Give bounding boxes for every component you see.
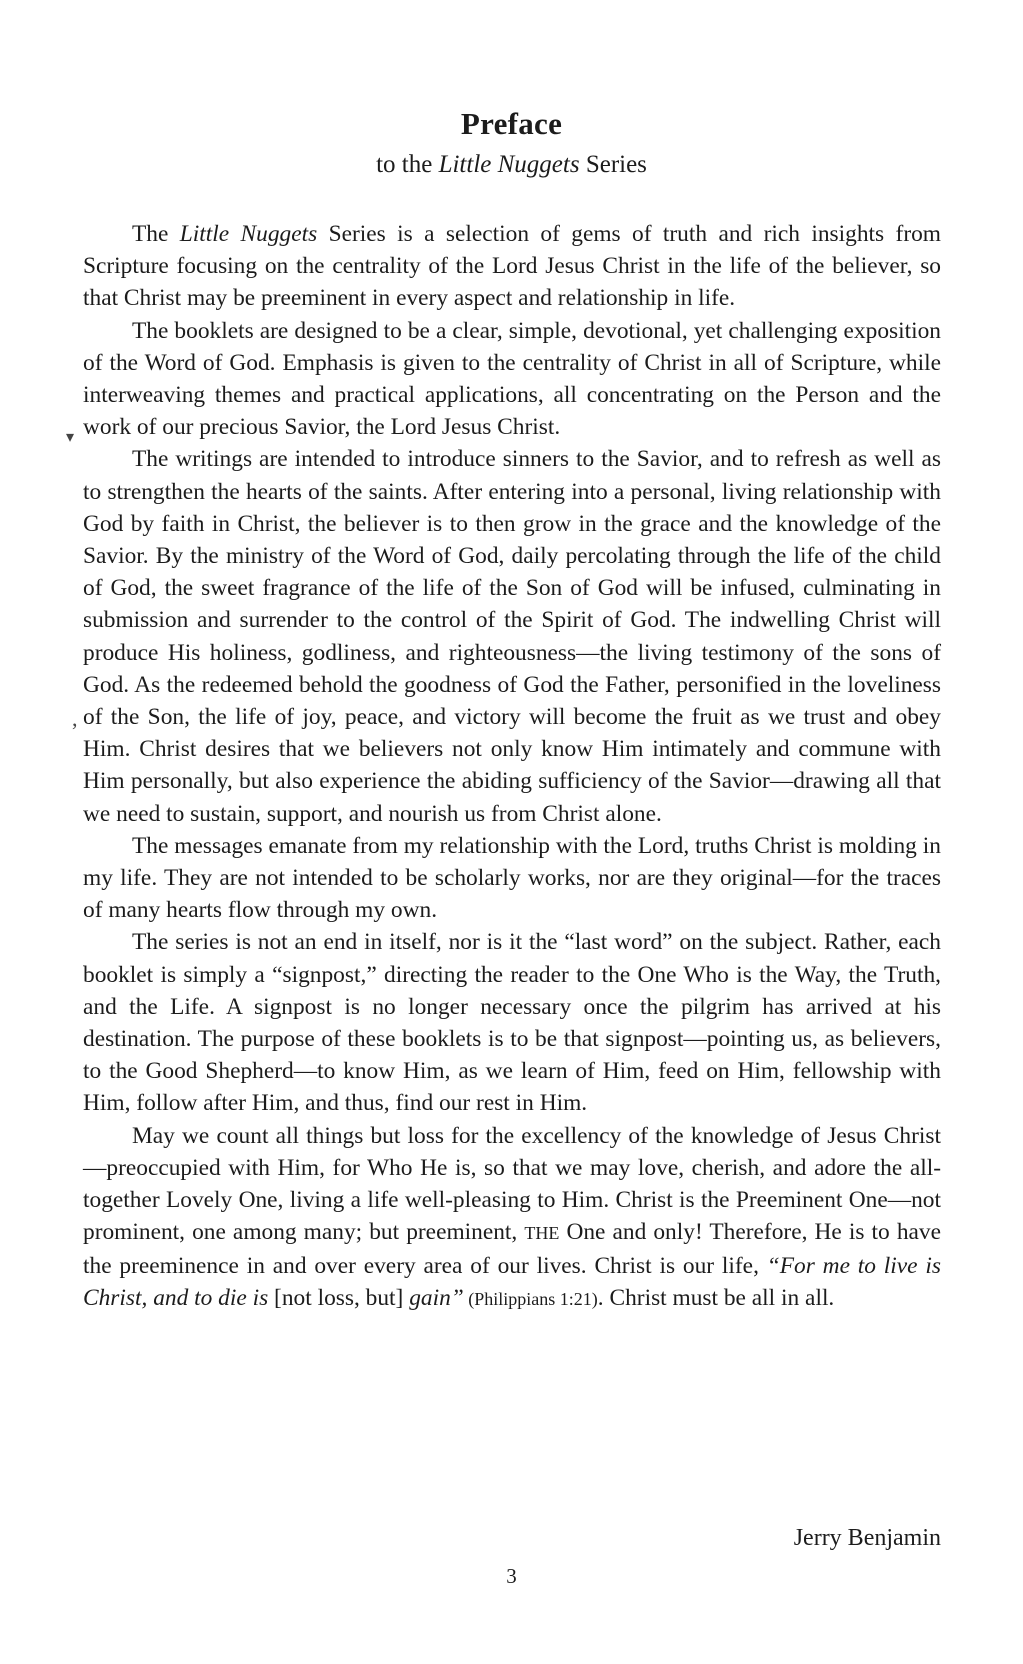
page-subtitle (0, 151, 1023, 179)
p6-quote-close: gain” (409, 1284, 464, 1311)
p6-after-the: One and only! Therefore, He is to have the preeminence in and over every area of our lives. Christ is our life, (83, 1219, 941, 1279)
page-number: 3 (506, 1564, 517, 1588)
p1-series-name: Little Nuggets (179, 221, 318, 247)
p1-post: Series is a selection of gems of truth and rich insights from Scripture focusing on the centrality of the Lord Jesus Christ in the life of the believer, so that Christ may be preeminent in every aspect and relationship in life. (83, 221, 941, 312)
subtitle-prefix: to the (376, 151, 439, 178)
margin-mark-2: , (72, 706, 78, 731)
margin-mark-1: ▾ (66, 429, 75, 446)
p6-ending: . Christ must be all in all. (597, 1284, 835, 1311)
p1-pre: The (132, 221, 180, 247)
paragraph-5: The series is not an end in itself, nor is it the “last word” on the subject. Rather, each booklet is simply a “signpost,” directing the reader to the One Who is the Way, the Truth, and the Life. A signpost is no longer necessary once the pilgrim has arrived at his destination. The purpose of these booklets is to be that signpost—pointing us, as believers, to the Good Shepherd—to know Him, as we learn of Him, feed on Him, fellowship with Him, follow after Him, and thus, find our rest in Him. (83, 929, 941, 1117)
p6-quote-open: “For me to live is Christ, and to die is (83, 1252, 941, 1311)
author-signature: Jerry Benjamin (793, 1525, 941, 1551)
subtitle-series-name: Little Nuggets (438, 151, 580, 178)
paragraph-6 (83, 1120, 941, 1315)
paragraph-2: The booklets are designed to be a clear, simple, devotional, yet challenging exposition of the Word of God. Emphasis is given to the centrality of Christ in all of Scripture, while interweaving themes and practical applications, all concentrating on the Person and the work of our precious Savior, the Lord Jesus Christ. (83, 317, 941, 441)
paragraph-3: The writings are intended to introduce sinners to the Savior, and to refresh as well as to strengthen the hearts of the saints. After entering into a personal, living relationship with God by faith in Christ, the believer is to then grow in the grace and the knowledge of the Savior. By the ministry of the Word of God, daily percolating through the life of the child of God, the sweet fragrance of the life of the Son of God will be infused, culminating in submission and surrender to the control of the Spirit of God. The indwelling Christ will produce His holiness, godliness, and righteousness—the living testimony of the sons of God. As the redeemed behold the goodness of God the Father, personified in the loveliness of the Son, the life of joy, peace, and victory will become the fruit as we trust and obey Him. Christ desires that we believers not only know Him intimately and commune with Him personally, but also experience the abiding sufficiency of the Savior—drawing all that we need to sustain, support, and nourish us from Christ alone. (83, 446, 941, 827)
p6-bracket: [not loss, but] (268, 1284, 410, 1311)
page-title: Preface (460, 106, 563, 141)
subtitle-suffix: Series (579, 151, 647, 178)
paragraph-4: The messages emanate from my relationship with the Lord, truths Christ is molding in my life. They are not intended to be scholarly works, nor are they original—for the traces of many hearts flow through my own. (83, 832, 941, 924)
preface-body (83, 218, 941, 1315)
p6-main: May we count all things but loss for the excellency of the knowledge of Jesus Christ—preoccupied with Him, for Who He is, so that we may love, cherish, and adore the all-together Lovely One, living a life well-pleasing to Him. Christ is the Preeminent One—not prominent, one among many; but preeminent, (83, 1122, 941, 1246)
p6-scripture-reference: (Philippians 1:21) (463, 1288, 598, 1309)
paragraph-1 (83, 218, 941, 315)
p6-the-smallcaps: THE (524, 1223, 560, 1244)
